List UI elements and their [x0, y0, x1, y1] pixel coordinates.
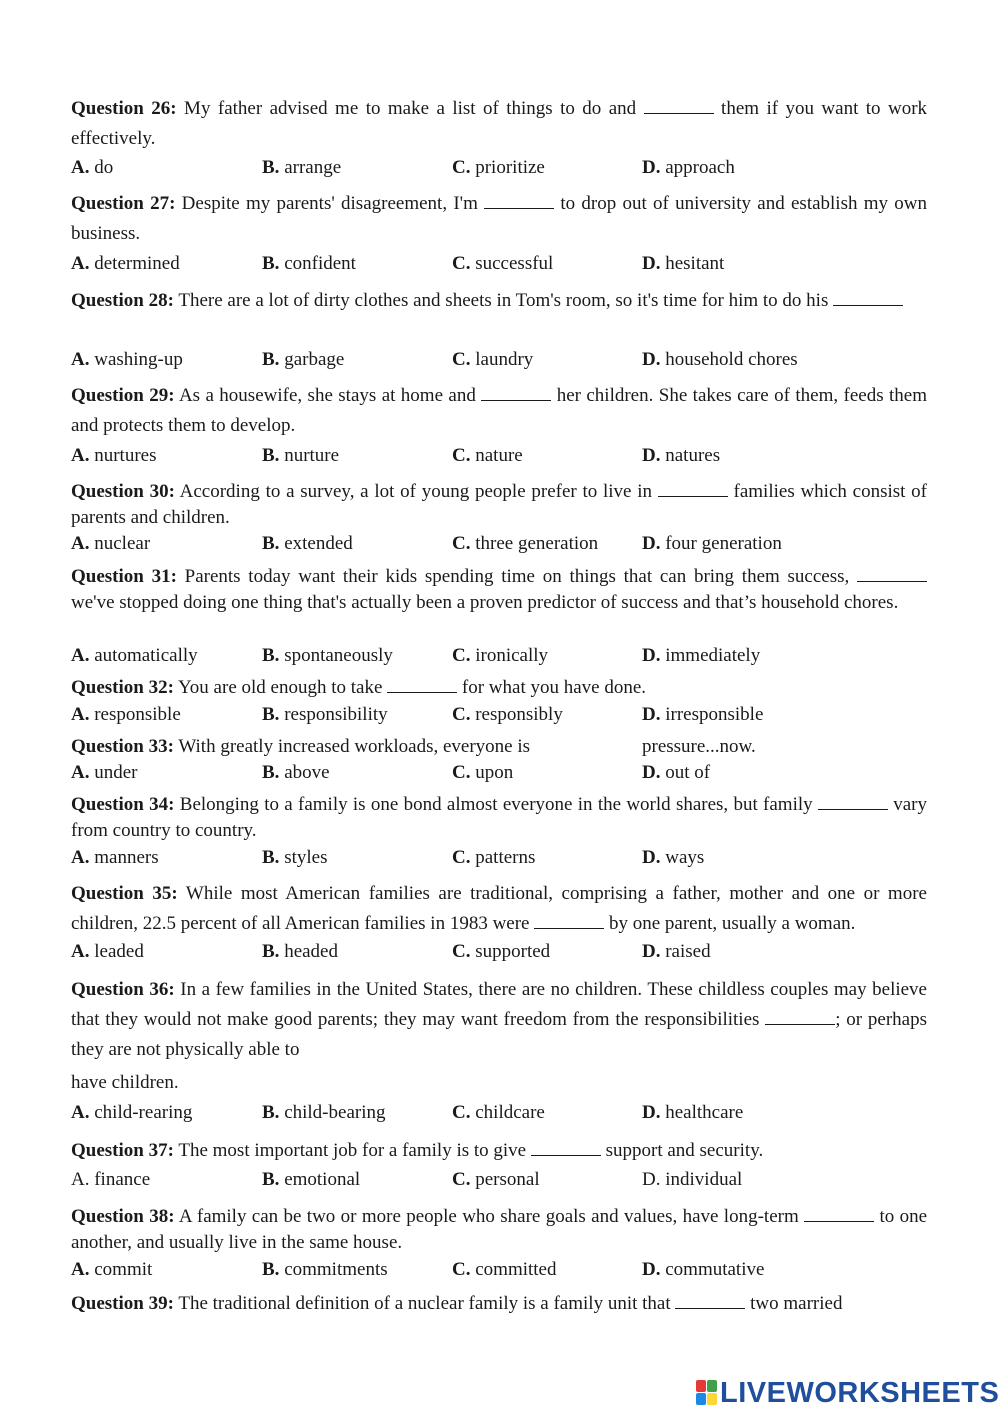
option-c[interactable]: C. committed	[452, 1259, 557, 1280]
answer-blank[interactable]	[804, 1205, 874, 1222]
question-29: Question 29: As a housewife, she stays at home and her children. She takes care of them, feeds them and protects them to develop.	[71, 385, 928, 436]
answer-blank[interactable]	[857, 565, 927, 582]
option-b[interactable]: B. confident	[262, 253, 356, 274]
option-b[interactable]: B. styles	[262, 847, 328, 868]
brand-icon	[696, 1380, 718, 1406]
options-30	[71, 531, 931, 557]
options-32	[71, 702, 931, 728]
question-label: Question 33:	[71, 736, 174, 757]
question-35: Question 35: While most American families are traditional, comprising a father, mother and one or more children, 22.5 percent of all American families in 1983 were by one parent, usually a woman.	[71, 883, 927, 934]
answer-blank[interactable]	[658, 480, 728, 497]
question-30: Question 30: According to a survey, a lot of young people prefer to live in families which consist of parents and children.	[71, 481, 927, 528]
answer-blank[interactable]	[675, 1292, 745, 1309]
options-33	[71, 760, 931, 786]
option-c[interactable]: C. three generation	[452, 533, 599, 554]
option-a[interactable]: A. child-rearing	[71, 1102, 193, 1123]
option-b[interactable]: B. commitments	[262, 1259, 388, 1280]
answer-blank[interactable]	[833, 289, 903, 306]
question-label: Question 37:	[71, 1140, 174, 1161]
question-39: Question 39: The traditional definition of a nuclear family is a family unit that two married	[71, 1293, 843, 1314]
question-31: Question 31: Parents today want their kids spending time on things that can bring them success, we've stopped doing one thing that's actually been a proven predictor of success and that’s household chores.	[71, 564, 927, 616]
options-28	[71, 347, 931, 373]
option-a[interactable]: A. nuclear	[71, 533, 151, 554]
option-d[interactable]: D. raised	[642, 941, 711, 962]
option-a[interactable]: A. nurtures	[71, 445, 157, 466]
question-label: Question 35:	[71, 883, 178, 904]
question-label: Question 26:	[71, 98, 177, 119]
option-c[interactable]: C. patterns	[452, 847, 536, 868]
options-29	[71, 443, 931, 469]
options-36	[71, 1100, 931, 1126]
option-d[interactable]: D. natures	[642, 445, 721, 466]
option-c[interactable]: C. upon	[452, 762, 514, 783]
option-b[interactable]: B. above	[262, 762, 330, 783]
option-d[interactable]: D. ways	[642, 847, 705, 868]
question-33: Question 33: With greatly increased workloads, everyone is pressure...now.	[71, 736, 756, 757]
question-label: Question 31:	[71, 566, 177, 587]
option-a[interactable]: A. under	[71, 762, 138, 783]
liveworksheets-logo	[696, 1377, 999, 1409]
option-c[interactable]: C. ironically	[452, 645, 549, 666]
option-b[interactable]: B. arrange	[262, 157, 342, 178]
option-d[interactable]: D. household chores	[642, 349, 798, 370]
answer-blank[interactable]	[644, 97, 714, 114]
question-label: Question 34:	[71, 794, 175, 815]
answer-blank[interactable]	[818, 793, 888, 810]
question-38: Question 38: A family can be two or more people who share goals and values, have long-term to one another, and usually live in the same house.	[71, 1206, 928, 1253]
answer-blank[interactable]	[387, 676, 457, 693]
option-a[interactable]: A. do	[71, 157, 114, 178]
option-d[interactable]: D. healthcare	[642, 1102, 744, 1123]
question-label: Question 36:	[71, 979, 175, 1000]
logo-square-green	[707, 1380, 717, 1392]
options-26	[71, 155, 931, 181]
option-b[interactable]: B. nurture	[262, 445, 340, 466]
option-d[interactable]: D. out of	[642, 762, 711, 783]
option-a[interactable]: A. responsible	[71, 704, 181, 725]
answer-blank[interactable]	[534, 912, 604, 929]
question-34: Question 34: Belonging to a family is one bond almost everyone in the world shares, but family vary from country to country.	[71, 794, 928, 841]
option-d[interactable]: D. individual	[642, 1169, 743, 1190]
option-b[interactable]: B. spontaneously	[262, 645, 393, 666]
option-a[interactable]: A. finance	[71, 1169, 151, 1190]
option-c[interactable]: C. responsibly	[452, 704, 563, 725]
question-label: Question 29:	[71, 385, 175, 406]
logo-square-red	[696, 1380, 706, 1392]
answer-blank[interactable]	[531, 1139, 601, 1156]
options-37	[71, 1167, 931, 1193]
question-27: Question 27: Despite my parents' disagreement, I'm to drop out of university and establish my own business.	[71, 193, 927, 244]
option-b[interactable]: B. garbage	[262, 349, 345, 370]
option-d[interactable]: D. irresponsible	[642, 704, 764, 725]
answer-blank[interactable]	[481, 384, 551, 401]
brand-text: LIVEWORKSHEETS	[720, 1376, 1000, 1409]
logo-square-blue	[696, 1393, 706, 1405]
option-b[interactable]: B. extended	[262, 533, 353, 554]
options-34	[71, 845, 931, 871]
option-b[interactable]: B. headed	[262, 941, 338, 962]
option-c[interactable]: C. prioritize	[452, 157, 545, 178]
question-26: Question 26: My father advised me to make a list of things to do and them if you want to work effectively.	[71, 98, 928, 149]
logo-square-yellow	[707, 1393, 717, 1405]
option-a[interactable]: A. washing-up	[71, 349, 183, 370]
option-d[interactable]: D. approach	[642, 157, 735, 178]
option-d[interactable]: D. commutative	[642, 1259, 765, 1280]
options-38	[71, 1257, 931, 1283]
question-label: Question 30:	[71, 481, 175, 502]
question-36-continuation: have children.	[71, 1072, 179, 1093]
option-b[interactable]: B. emotional	[262, 1169, 361, 1190]
option-a[interactable]: A. automatically	[71, 645, 198, 666]
option-a[interactable]: A. commit	[71, 1259, 153, 1280]
options-31	[71, 643, 931, 669]
option-c[interactable]: C. successful	[452, 253, 554, 274]
option-a[interactable]: A. leaded	[71, 941, 144, 962]
option-c[interactable]: C. nature	[452, 445, 523, 466]
option-c[interactable]: C. personal	[452, 1169, 540, 1190]
option-a[interactable]: A. manners	[71, 847, 159, 868]
option-d[interactable]: D. hesitant	[642, 253, 725, 274]
question-label: Question 28:	[71, 290, 174, 311]
option-d[interactable]: D. immediately	[642, 645, 761, 666]
answer-blank[interactable]	[765, 1008, 835, 1025]
question-28: Question 28: There are a lot of dirty clothes and sheets in Tom's room, so it's time for him to do his	[71, 286, 927, 316]
option-c[interactable]: C. laundry	[452, 349, 534, 370]
question-32: Question 32: You are old enough to take for what you have done.	[71, 677, 647, 698]
question-label: Question 32:	[71, 677, 174, 698]
question-label: Question 27:	[71, 193, 176, 214]
option-b[interactable]: B. child-bearing	[262, 1102, 386, 1123]
question-label: Question 38:	[71, 1206, 175, 1227]
question-label: Question 39:	[71, 1293, 174, 1314]
options-27	[71, 251, 931, 277]
options-35	[71, 939, 931, 965]
option-c[interactable]: C. childcare	[452, 1102, 545, 1123]
answer-blank[interactable]	[484, 192, 554, 209]
option-d[interactable]: D. four generation	[642, 533, 782, 554]
question-36: Question 36: In a few families in the United States, there are no children. These childless couples may believe that they would not make good parents; they may want freedom from the responsibilities ; or perhaps they are not physically able to	[71, 979, 927, 1060]
option-a[interactable]: A. determined	[71, 253, 180, 274]
question-37: Question 37: The most important job for a family is to give support and security.	[71, 1140, 764, 1161]
option-c[interactable]: C. supported	[452, 941, 551, 962]
option-b[interactable]: B. responsibility	[262, 704, 388, 725]
